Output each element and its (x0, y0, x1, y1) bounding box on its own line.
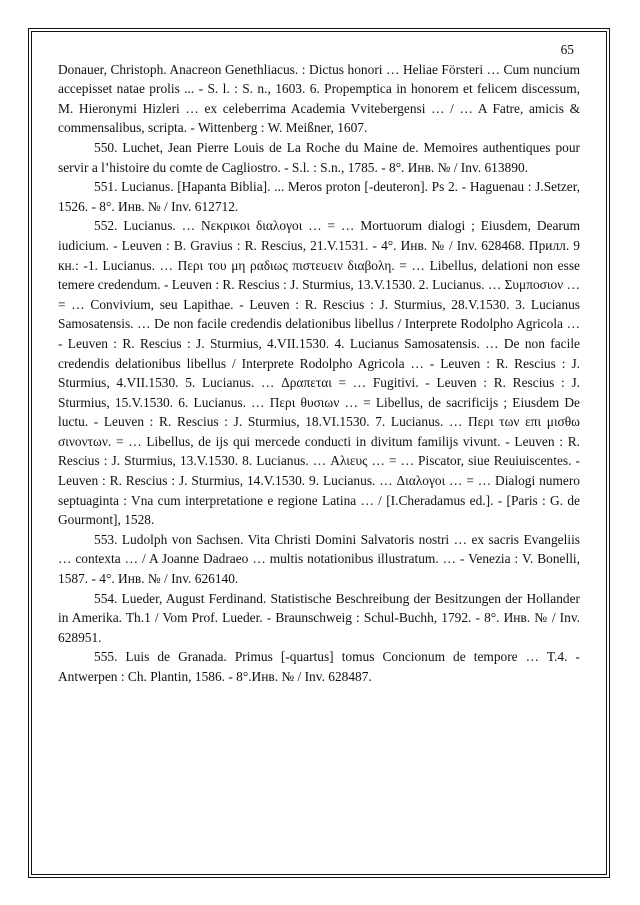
entry-continuation: Donauer, Christoph. Anacreon Genethliacus. : Dictus honori … Heliae Försteri … Cum nuncium accepisset natae prolis ... - S. l. : S. n., 1603. 6. Propemptica in honorem et felicem discessum, M. Hieronymi Hizleri … ex celeberrima Academia Vvitebergensi … / … A Fatre, amicis & commensalibus, scripta. - Wittenberg : W. Meißner, 1607. (58, 61, 580, 136)
entry-551: 551. Lucianus. [Hapanta Biblia]. ... Meros proton [-deuteron]. Ps 2. - Haguenau : J.Setzer, 1526. - 8°. Инв. № / Inv. 612712. (58, 179, 580, 214)
entry-553: 553. Ludolph von Sachsen. Vita Christi Domini Salvatoris nostri … ex sacris Evangeliis … contexta … / A Joanne Dadraeo … multis notationibus illustratum. … - Venezia : V. Bonelli, 1587. - 4°. Инв. № / Inv. 626140. (58, 531, 580, 587)
entry-552: 552. Lucianus. … Νεκρικοι διαλογοι … = … Mortuorum dialogi ; Eiusdem, Dearum iudicium. - Leuven : B. Gravius : R. Rescius, 21.V.1531. - 4°. Инв. № / Inv. 628468. Прилл. 9 кн.: -1. Lucianus. … Περι του μη ραδιως πιστευειν διαβολη. = … Libellus, delationi non esse temere credendum. - Leuven : R. Rescius : J. Sturmius, 13.V.1530. 2. Lucianus. … Συμποσιον … = … Convivium, seu Lapithae. - Leuven : R. Rescius : J. Sturmius, 28.V.1530. 3. Lucianus Samosatensis. … De non facile credendis delationibus libellus / Interprete Rodolpho Agricola … - Leuven : R. Rescius : J. Sturmius, 4.VII.1530. 4. Lucianus Samosatensis. … De non facile credendis delationibus libellus / Interprete Rodolpho Agricola … - Leuven : R. Rescius : J. Sturmius, 4.VII.1530. 5. Lucianus. … Δραπεται = … Fugitivi. - Leuven : R. Rescius : J. Sturmius, 15.V.1530. 6. Lucianus. … Περι θυσιων … = Libellus, de sacrificijs ; Eiusdem De luctu. - Leuven : R. Rescius : J. Sturmius, 18.VI.1530. 7. Lucianus. … Περι των επι μισθω σινοντων. = … Libellus, de ijs qui mercede conducti in divitum familijs vivunt. - Leuven : R. Rescius : J. Sturmius, 13.V.1530. 8. Lucianus. … Αλιευς … = … Piscator, siue Reuiuiscentes. - Leuven : R. Rescius : J. Sturmius, 14.V.1530. 9. Lucianus. … Διαλογοι … = … Dialogi numero septuaginta : Vna cum interpretatione e regione Latina … / [I.Cheradamus ed.]. - [Paris : G. de Gourmont], 1528. (58, 218, 580, 528)
entry-550: 550. Luchet, Jean Pierre Louis de La Roche du Maine de. Memoires authentiques pour servir a l’histoire du comte de Cagliostro. - S.l. : S.n., 1785. - 8°. Инв. № / Inv. 613890. (58, 139, 580, 175)
entry-555: 555. Luis de Granada. Primus [-quartus] tomus Concionum de tempore … T.4. - Antwerpen : Ch. Plantin, 1586. - 8°.Инв. № / Inv. 628487. (58, 649, 580, 684)
entry-554: 554. Lueder, August Ferdinand. Statistische Beschreibung der Besitzungen der Hollander in Amerika. Th.1 / Vom Prof. Lueder. - Braunschweig : Schul-Buchh, 1792. - 8°. Инв. № / Inv. 628951. (58, 590, 580, 645)
page-number: 65 (560, 42, 574, 57)
catalog-page (58, 40, 580, 687)
